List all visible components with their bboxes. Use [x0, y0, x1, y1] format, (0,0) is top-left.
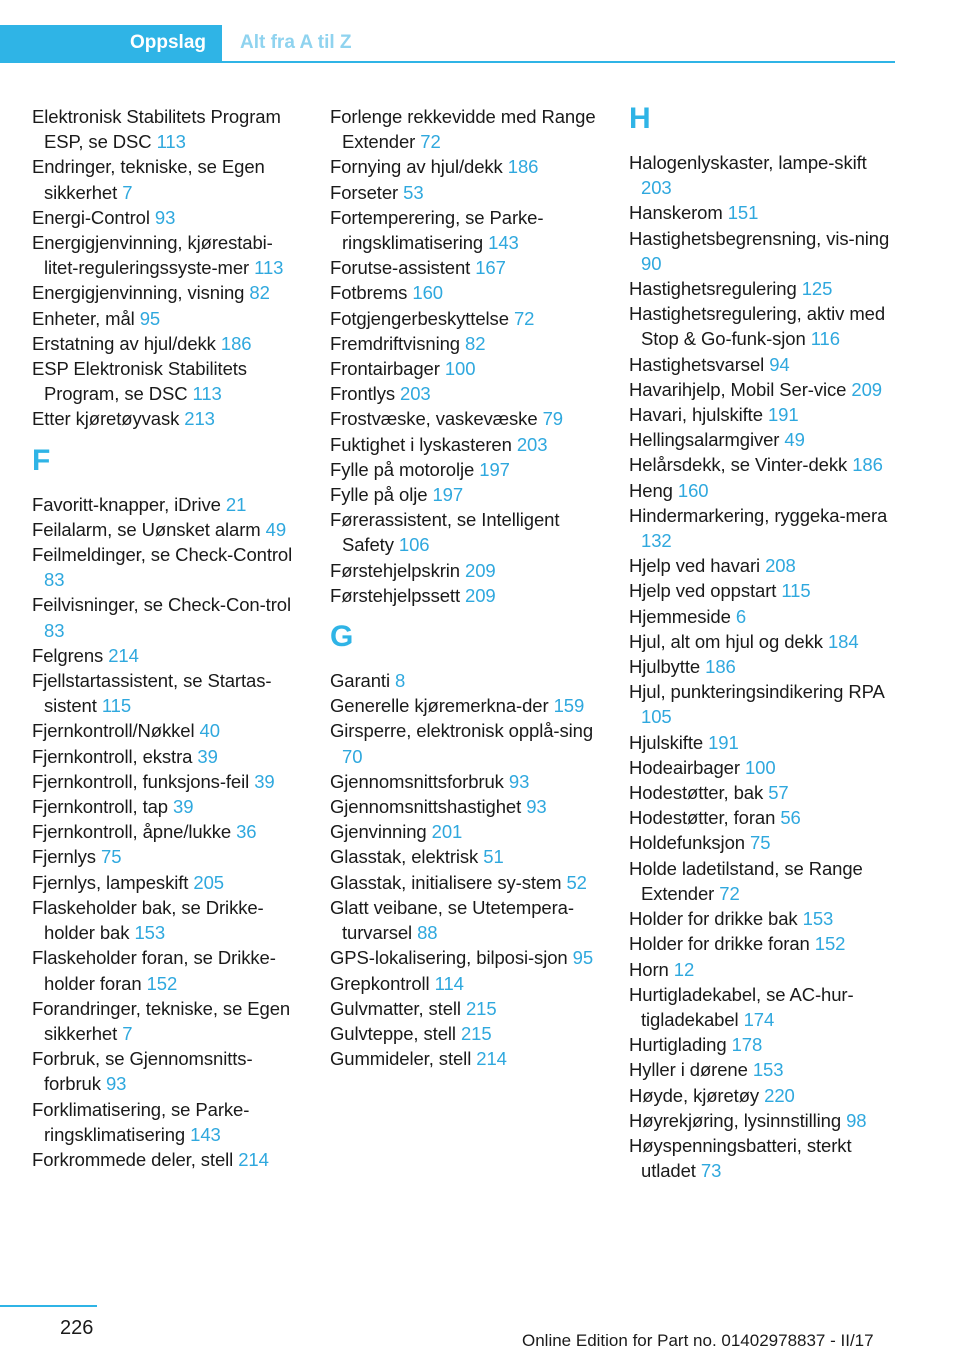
- index-entry-page-link[interactable]: 205: [193, 871, 224, 893]
- index-entry-page-link[interactable]: 186: [852, 454, 883, 476]
- index-entry: [629, 629, 897, 654]
- index-entry-term: Fuktighet i lyskasteren: [330, 433, 512, 455]
- index-entry-page-link[interactable]: 82: [249, 282, 270, 304]
- index-entry-term: Glasstak, initialisere sy‐stem: [330, 871, 562, 893]
- index-entry: [629, 1108, 897, 1133]
- index-entry: [330, 255, 605, 280]
- index-entry-term: Helårsdekk, se Vinter‐dekk: [629, 454, 848, 476]
- index-entry: [32, 643, 307, 668]
- index-entry-term: ESP Elektronisk Stabilitets Program, se DSC: [32, 358, 247, 405]
- index-entry-page-link[interactable]: 72: [719, 882, 740, 904]
- index-entry-page-link[interactable]: 7: [122, 1022, 133, 1044]
- index-entry-page-link[interactable]: 215: [465, 997, 497, 1019]
- index-entry-term: Fotbrems: [330, 282, 408, 304]
- index-entry: [629, 200, 897, 225]
- index-entry: [330, 482, 605, 507]
- index-entry-page-link[interactable]: 115: [781, 580, 811, 602]
- index-entry-page-link[interactable]: 184: [827, 630, 859, 652]
- index-entry: [629, 604, 897, 629]
- index-entry-page-link[interactable]: 174: [743, 1008, 775, 1030]
- index-entry-term: Frontlys: [330, 383, 395, 405]
- index-entry: [32, 306, 307, 331]
- index-entry-page-link[interactable]: 203: [516, 433, 548, 455]
- index-entry: [330, 945, 605, 970]
- index-entry: [330, 668, 605, 693]
- index-entry: [32, 1147, 307, 1172]
- index-entry: [330, 693, 605, 718]
- index-entry: [330, 769, 605, 794]
- edition-note: Online Edition for Part no. 01402978837 - II/17: [522, 1331, 874, 1350]
- index-entry: [629, 553, 897, 578]
- footer-divider: [0, 1305, 97, 1307]
- index-entry-page-link[interactable]: 93: [508, 770, 530, 792]
- index-entry-page-link[interactable]: 88: [417, 922, 438, 944]
- index-entry-page-link[interactable]: 8: [395, 670, 406, 692]
- index-entry-term: Fylle på olje: [330, 484, 428, 506]
- index-entry-term: Førstehjelpskrin: [330, 559, 460, 581]
- index-entry-term: Høyrekjøring, lysinnstilling: [629, 1109, 842, 1131]
- index-entry-page-link[interactable]: 53: [403, 181, 424, 203]
- index-entry-page-link[interactable]: 209: [465, 559, 496, 581]
- index-entry: [32, 331, 307, 356]
- index-entry: [629, 730, 897, 755]
- index-entry: [32, 769, 307, 794]
- index-entry: [330, 205, 605, 255]
- index-entry: [32, 718, 307, 743]
- index-entry-term: Havari, hjulskifte: [629, 404, 763, 426]
- index-entry-term: Horn: [629, 958, 669, 980]
- index-entry-term: Forbruk, se Gjennomsnitts‐forbruk: [32, 1048, 253, 1095]
- index-entry-term: Fylle på motorolje: [330, 458, 475, 480]
- index-entry-page-link[interactable]: 39: [254, 770, 275, 792]
- index-entry-page-link[interactable]: 72: [420, 131, 441, 153]
- index-entry-term: Hjemmeside: [629, 605, 731, 627]
- index-entry-page-link[interactable]: 153: [134, 922, 166, 944]
- index-entry-term: Holder for drikke foran: [629, 933, 810, 955]
- index-entry: [330, 381, 605, 406]
- index-entry: [330, 280, 605, 305]
- index-entry: [629, 402, 897, 427]
- index-entry: [629, 301, 897, 351]
- index-entry-page-link[interactable]: 159: [553, 695, 585, 717]
- index-column-1: [32, 104, 307, 1172]
- index-entry-term: Hyller i dørene: [629, 1059, 748, 1081]
- index-entry: [330, 356, 605, 381]
- index-entry-page-link[interactable]: 113: [254, 257, 284, 279]
- index-entry-term: Fjernkontroll, ekstra: [32, 745, 193, 767]
- index-entry-page-link[interactable]: 114: [434, 972, 464, 994]
- index-entry: [32, 744, 307, 769]
- index-entry-page-link[interactable]: 113: [192, 383, 222, 405]
- index-entry-page-link[interactable]: 186: [220, 332, 252, 354]
- index-entry-term: Fortemperering, se Parke‐ringsklimatisering: [330, 206, 544, 254]
- index-entry: [629, 352, 897, 377]
- index-entry: [330, 794, 605, 819]
- index-entry-page-link[interactable]: 49: [784, 429, 805, 451]
- index-entry-page-link[interactable]: 100: [744, 756, 776, 778]
- index-entry-term: Fremdriftvisning: [330, 332, 460, 354]
- index-entry-page-link[interactable]: 75: [101, 846, 122, 868]
- index-entry-term: Hastighetsvarsel: [629, 353, 765, 375]
- index-entry-term: Hodestøtter, bak: [629, 782, 764, 804]
- index-entry-term: Fjellstartassistent, se Startas‐sistent: [32, 670, 272, 717]
- index-entry: [330, 895, 605, 945]
- index-entry-term: Fjernlys: [32, 846, 96, 868]
- index-entry: [32, 794, 307, 819]
- index-entry-term: Felgrens: [32, 644, 104, 666]
- index-entry: [32, 592, 307, 642]
- index-entry-term: Energigjenvinning, visning: [32, 282, 245, 304]
- index-entry-term: Endringer, tekniske, se Egen sikkerhet: [32, 156, 265, 203]
- index-entry-term: Høyde, kjøretøy: [629, 1084, 760, 1106]
- index-entry-page-link[interactable]: 83: [44, 569, 65, 591]
- index-entry: [629, 578, 897, 603]
- index-entry: [629, 931, 897, 956]
- index-entry-term: Energigjenvinning, kjørestabi‐litet-reguleringssyste‐mer: [32, 232, 273, 279]
- index-column-3: [629, 104, 897, 1183]
- index-entry-page-link[interactable]: 7: [122, 181, 133, 203]
- index-entry-page-link[interactable]: 191: [708, 731, 739, 753]
- index-entry-term: Fjernlys, lampeskift: [32, 871, 189, 893]
- index-entry-term: Energi-Control: [32, 206, 150, 228]
- index-entry-term: Holdefunksjon: [629, 832, 745, 854]
- page-number: 226: [60, 1317, 94, 1339]
- index-entry: [629, 1133, 897, 1183]
- index-entry-term: Gjennomsnittsforbruk: [330, 770, 504, 792]
- index-entry-term: Hastighetsregulering, aktiv med Stop & Go-funk‐sjon: [629, 303, 886, 350]
- index-entry-term: Feilmeldinger, se Check-Control: [32, 544, 293, 566]
- index-entry-term: Favoritt-knapper, iDrive: [32, 493, 221, 515]
- index-entry-page-link[interactable]: 39: [173, 796, 194, 818]
- index-entry: [32, 104, 307, 154]
- index-entry: [629, 982, 897, 1032]
- index-entry-page-link[interactable]: 52: [566, 871, 587, 893]
- index-entry-term: Gjennomsnittshastighet: [330, 796, 522, 818]
- index-entry: [330, 104, 605, 154]
- index-entry-page-link[interactable]: 215: [460, 1022, 492, 1044]
- index-entry-page-link[interactable]: 21: [225, 493, 247, 515]
- index-entry: [629, 906, 897, 931]
- index-entry-term: Holde ladetilstand, se Range Extender: [629, 857, 863, 904]
- index-entry-page-link[interactable]: 79: [542, 408, 563, 430]
- index-entry-term: Hurtigladekabel, se AC-hur‐tigladekabel: [629, 983, 854, 1030]
- index-entry-page-link[interactable]: 152: [146, 972, 178, 994]
- index-entry-term: Elektronisk Stabilitets Program ESP, se DSC: [32, 106, 281, 153]
- index-entry-page-link[interactable]: 160: [677, 479, 709, 501]
- index-entry-page-link[interactable]: 82: [465, 332, 486, 354]
- index-entry-page-link[interactable]: 39: [197, 745, 218, 767]
- index-entry: [330, 971, 605, 996]
- index-entry-term: Heng: [629, 479, 673, 501]
- index-entry-page-link[interactable]: 125: [801, 278, 833, 300]
- index-entry: [32, 230, 307, 280]
- index-entry-term: Hjelp ved havari: [629, 555, 761, 577]
- header-divider: [0, 61, 895, 63]
- index-entry-page-link[interactable]: 197: [479, 458, 510, 480]
- index-entry: [629, 226, 897, 276]
- index-entry-term: Hjul, punkteringsindikering RPA: [629, 681, 884, 703]
- index-entry: [32, 356, 307, 406]
- index-entry-page-link[interactable]: 201: [431, 821, 463, 843]
- index-entry: [330, 306, 605, 331]
- index-entry: [629, 830, 897, 855]
- index-entry: [330, 718, 605, 768]
- index-entry: [32, 844, 307, 869]
- index-entry-term: Forklimatisering, se Parke‐ringsklimatisering: [32, 1098, 250, 1145]
- index-entry-page-link[interactable]: 95: [139, 307, 161, 329]
- index-entry-page-link[interactable]: 143: [488, 232, 519, 254]
- index-entry-page-link[interactable]: 83: [44, 619, 65, 641]
- index-entry-page-link[interactable]: 209: [851, 378, 882, 400]
- index-entry-term: Forseter: [330, 181, 399, 203]
- index-entry-page-link[interactable]: 203: [400, 383, 431, 405]
- index-entry-term: Havarihjelp, Mobil Ser‐vice: [629, 378, 847, 400]
- section-tab-alt-fra-a-til-z[interactable]: Alt fra A til Z: [240, 32, 352, 53]
- index-entry: [32, 1046, 307, 1096]
- index-entry-page-link[interactable]: 56: [780, 807, 801, 829]
- index-entry: [330, 180, 605, 205]
- index-entry-term: Hanskerom: [629, 202, 723, 224]
- index-entry-term: Fjernkontroll, tap: [32, 796, 168, 818]
- index-entry-term: Gulvteppe, stell: [330, 1022, 456, 1044]
- index-entry-term: Feilalarm, se Uønsket alarm: [32, 518, 261, 540]
- index-entry-page-link[interactable]: 203: [641, 177, 672, 199]
- index-entry: [330, 819, 605, 844]
- index-entry-term: Frostvæske, vaskevæske: [330, 408, 538, 430]
- index-entry-page-link[interactable]: 49: [265, 518, 287, 540]
- index-entry: [32, 895, 307, 945]
- index-entry-term: Forandringer, tekniske, se Egen sikkerhet: [32, 997, 291, 1044]
- index-entry-page-link[interactable]: 70: [342, 745, 363, 767]
- index-entry-page-link[interactable]: 160: [412, 282, 443, 304]
- index-entry-page-link[interactable]: 95: [572, 947, 594, 969]
- index-entry: [330, 1021, 605, 1046]
- index-entry: [629, 780, 897, 805]
- index-column-2: [330, 104, 605, 1071]
- index-entry: [32, 668, 307, 718]
- index-entry-page-link[interactable]: 153: [752, 1059, 784, 1081]
- index-entry: [629, 654, 897, 679]
- index-entry-term: Hindermarkering, ryggeka‐mera: [629, 504, 888, 526]
- index-entry: [32, 517, 307, 542]
- index-entry: [330, 1046, 605, 1071]
- index-entry-term: Fornying av hjul/dekk: [330, 156, 503, 178]
- index-entry-page-link[interactable]: 93: [154, 206, 176, 228]
- index-entry-page-link[interactable]: 40: [199, 720, 220, 742]
- index-entry-page-link[interactable]: 220: [764, 1084, 795, 1106]
- index-entry-page-link[interactable]: 90: [641, 252, 662, 274]
- index-entry-term: Girsperre, elektronisk opplå‐sing: [330, 720, 594, 742]
- index-entry-term: Forkrommede deler, stell: [32, 1148, 234, 1170]
- index-entry-page-link[interactable]: 51: [483, 846, 504, 868]
- index-entry-term: Hjul, alt om hjul og dekk: [629, 630, 823, 652]
- page-header: [0, 0, 960, 62]
- index-entry-term: Glasstak, elektrisk: [330, 846, 479, 868]
- index-entry-page-link[interactable]: 36: [236, 821, 257, 843]
- index-entry-page-link[interactable]: 209: [465, 584, 496, 606]
- index-entry-term: Hellingsalarmgiver: [629, 429, 780, 451]
- index-entry-term: Halogenlyskaster, lampe‐skift: [629, 152, 867, 173]
- index-entry-term: Garanti: [330, 670, 390, 692]
- index-entry-page-link[interactable]: 167: [475, 257, 506, 279]
- index-entry-page-link[interactable]: 93: [526, 796, 547, 818]
- index-entry: [32, 870, 307, 895]
- index-entry-page-link[interactable]: 93: [105, 1073, 127, 1095]
- index-entry-page-link[interactable]: 178: [731, 1034, 763, 1056]
- index-entry-page-link[interactable]: 113: [156, 131, 186, 153]
- index-entry: [330, 457, 605, 482]
- index-entry: [330, 558, 605, 583]
- index-entry-term: Frontairbager: [330, 358, 440, 380]
- index-entry-term: Hjulskifte: [629, 731, 704, 753]
- index-entry-term: GPS-lokalisering, bilposi‐sjon: [330, 947, 568, 969]
- index-entry-page-link[interactable]: 6: [735, 605, 747, 627]
- index-entry-page-link[interactable]: 214: [108, 644, 139, 666]
- index-entry-term: Glatt veibane, se Utetempera‐turvarsel: [330, 896, 574, 944]
- index-entry-term: Hastighetsregulering: [629, 278, 797, 300]
- index-entry: [629, 1083, 897, 1108]
- index-entry-page-link[interactable]: 214: [476, 1048, 507, 1070]
- index-entry-page-link[interactable]: 186: [705, 656, 736, 678]
- index-entry-term: Fotgjengerbeskyttelse: [330, 307, 509, 329]
- index-entry: [629, 856, 897, 906]
- index-entry: [629, 150, 897, 200]
- index-entry-page-link[interactable]: 12: [673, 958, 695, 980]
- index-entry-term: Enheter, mål: [32, 307, 135, 329]
- index-entry: [629, 957, 897, 982]
- index-entry-page-link[interactable]: 106: [398, 534, 430, 556]
- index-entry: [32, 542, 307, 592]
- index-entry: [330, 331, 605, 356]
- index-entry: [330, 154, 605, 179]
- index-entry: [32, 280, 307, 305]
- index-entry: [330, 583, 605, 608]
- index-entry-page-link[interactable]: 213: [184, 408, 215, 430]
- index-entry: [330, 507, 605, 557]
- index-entry-page-link[interactable]: 186: [507, 156, 539, 178]
- index-entry: [629, 1032, 897, 1057]
- section-letter: F: [32, 443, 51, 477]
- index-entry-term: Fjernkontroll/Nøkkel: [32, 720, 195, 742]
- index-entry-term: Hodestøtter, foran: [629, 807, 776, 829]
- index-entry-page-link[interactable]: 191: [767, 404, 799, 426]
- index-entry: [629, 805, 897, 830]
- index-entry-page-link[interactable]: 152: [814, 933, 846, 955]
- index-entry-page-link[interactable]: 100: [444, 358, 476, 380]
- index-entry-page-link[interactable]: 105: [641, 706, 672, 728]
- index-entry: [32, 492, 307, 517]
- index-entry-term: Flaskeholder bak, se Drikke‐holder bak: [32, 896, 264, 944]
- index-entry: [629, 755, 897, 780]
- index-entry-page-link[interactable]: 57: [768, 782, 789, 804]
- index-entry: [629, 276, 897, 301]
- index-entry-page-link[interactable]: 98: [846, 1109, 867, 1131]
- index-entry: [330, 996, 605, 1021]
- index-entry-term: Gjenvinning: [330, 821, 427, 843]
- index-entry: [629, 503, 897, 553]
- index-entry-page-link[interactable]: 153: [802, 908, 834, 930]
- index-entry: [32, 996, 307, 1046]
- section-letter: H: [629, 102, 651, 135]
- index-entry-term: Hjulbytte: [629, 656, 701, 678]
- index-entry-term: Forutse-assistent: [330, 257, 471, 279]
- index-entry-page-link[interactable]: 151: [727, 202, 759, 224]
- index-entry: [32, 819, 307, 844]
- index-entry-page-link[interactable]: 72: [513, 307, 535, 329]
- index-entry: [330, 432, 605, 457]
- section-letter: G: [330, 620, 354, 654]
- index-entry-page-link[interactable]: 132: [641, 530, 672, 552]
- section-tab-oppslag[interactable]: Oppslag: [0, 25, 222, 61]
- index-entry: [629, 679, 897, 729]
- index-entry-term: Flaskeholder foran, se Drikke‐holder foran: [32, 947, 276, 994]
- index-entry: [629, 1057, 897, 1082]
- index-entry-term: Førstehjelpssett: [330, 584, 460, 606]
- index-entry: [32, 1097, 307, 1147]
- index-entry: [32, 154, 307, 204]
- index-entry-page-link[interactable]: 214: [238, 1148, 269, 1170]
- index-entry-term: Førerassistent, se Intelligent Safety: [330, 509, 560, 556]
- index-entry-term: Fjernkontroll, åpne/lukke: [32, 821, 232, 843]
- index-entry: [330, 406, 605, 431]
- index-entry-term: Gummideler, stell: [330, 1048, 472, 1070]
- index-entry-term: Hurtiglading: [629, 1034, 727, 1056]
- index-entry-term: Holder for drikke bak: [629, 908, 798, 930]
- index-entry-page-link[interactable]: 75: [750, 832, 771, 854]
- index-entry-term: Hjelp ved oppstart: [629, 580, 777, 602]
- index-entry-term: Generelle kjøremerkna‐der: [330, 695, 549, 717]
- index-entry: [32, 205, 307, 230]
- index-entry: [330, 844, 605, 869]
- index-entry-page-link[interactable]: 197: [432, 484, 464, 506]
- index-entry-term: Høyspenningsbatteri, sterkt utladet: [629, 1134, 852, 1182]
- index-entry: [629, 478, 897, 503]
- index-entry-term: Fjernkontroll, funksjons‐feil: [32, 770, 250, 792]
- index-entry-page-link[interactable]: 143: [190, 1123, 221, 1145]
- index-entry-page-link[interactable]: 116: [810, 328, 840, 350]
- index-entry-term: Hastighetsbegrensning, vis‐ning: [629, 227, 890, 249]
- index-entry-term: Erstatning av hjul/dekk: [32, 332, 216, 354]
- index-entry: [629, 452, 897, 477]
- index-entry-term: Forlenge rekkevidde med Range Extender: [330, 106, 596, 153]
- index-entry: [32, 945, 307, 995]
- index-entry-term: Hodeairbager: [629, 756, 740, 778]
- index-entry-page-link[interactable]: 94: [769, 353, 790, 375]
- index-entry: [629, 377, 897, 402]
- index-entry-page-link[interactable]: 208: [765, 555, 796, 577]
- index-entry: [32, 406, 307, 431]
- index-entry: [629, 427, 897, 452]
- index-entry-page-link[interactable]: 115: [101, 695, 132, 717]
- index-entry-term: Feilvisninger, se Check-Con‐trol: [32, 594, 291, 616]
- index-entry-term: Etter kjøretøyvask: [32, 408, 180, 430]
- index-entry-term: Grepkontroll: [330, 972, 430, 994]
- index-entry-term: Gulvmatter, stell: [330, 997, 461, 1019]
- index-entry: [330, 870, 605, 895]
- index-entry-page-link[interactable]: 73: [700, 1160, 722, 1182]
